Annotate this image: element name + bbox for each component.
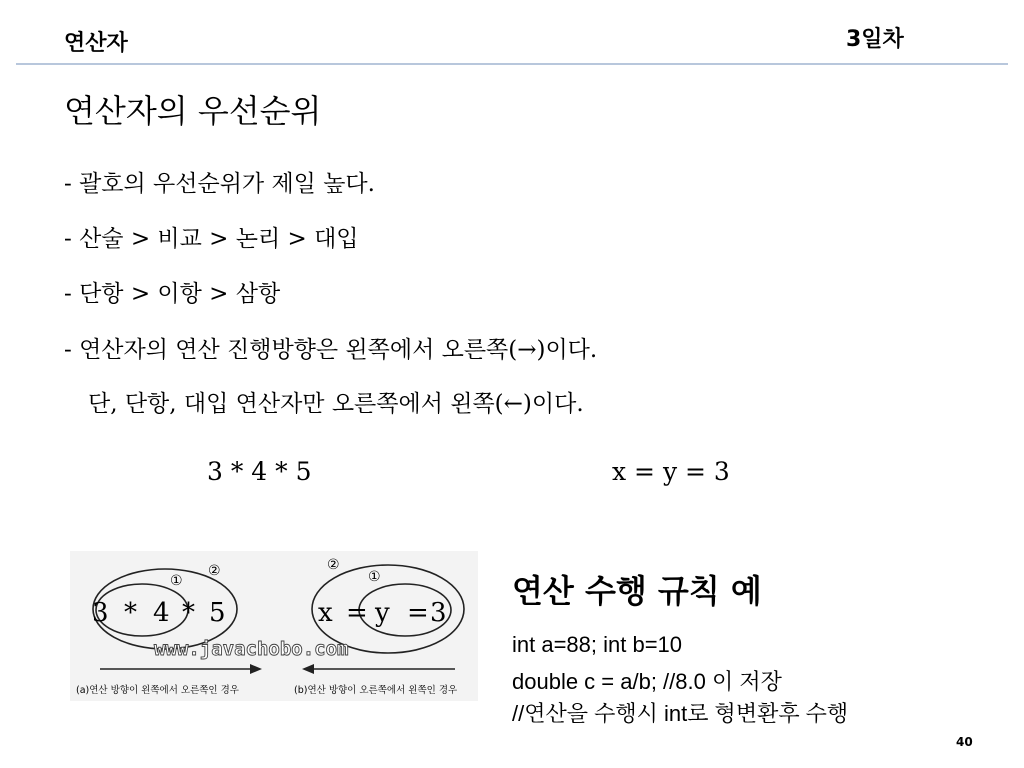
caption-right: (b)연산 방향이 오른쪽에서 왼쪽인 경우	[294, 685, 458, 696]
page-title: 연산자의 우선순위	[64, 92, 322, 130]
left-expr-token: 5	[209, 598, 226, 628]
bullet-2: - 산술 > 비교 > 논리 > 대입	[64, 226, 359, 252]
right-expr-token: =	[407, 598, 429, 628]
right-expr-token: 3	[430, 598, 447, 628]
left-expr-token: 4	[153, 598, 170, 628]
order-marker-2-right: ②	[327, 557, 340, 573]
example-title: 연산 수행 규칙 예	[512, 572, 762, 610]
operator-direction-figure	[70, 551, 478, 701]
example-line-2: double c = a/b; //8.0 이 저장	[512, 669, 782, 694]
header-title: 연산자	[64, 31, 128, 56]
left-expr-token: *	[182, 598, 195, 628]
header-divider	[16, 63, 1008, 65]
order-marker-1-left: ①	[170, 573, 183, 589]
bullet-1: - 괄호의 우선순위가 제일 높다.	[64, 171, 375, 197]
example-line-1: int a=88; int b=10	[512, 632, 683, 657]
arrow-left-icon	[302, 664, 314, 674]
order-marker-1-right: ①	[368, 569, 381, 585]
bullet-4: - 연산자의 연산 진행방향은 왼쪽에서 오른쪽(→)이다.	[64, 337, 598, 363]
arrow-right-icon	[250, 664, 262, 674]
example-line-3: //연산을 수행시 int로 형변환후 수행	[512, 701, 849, 726]
left-expr-token: 3	[92, 598, 109, 628]
right-expr-token: x	[318, 598, 333, 628]
right-expr-token: y	[375, 598, 390, 628]
left-expr-token: *	[124, 598, 137, 628]
page-number: 40	[956, 735, 973, 749]
inner-ellipse-left	[96, 584, 188, 636]
expression-right: x = y = 3	[612, 457, 730, 486]
expression-left: 3 * 4 * 5	[207, 457, 312, 486]
order-marker-2-left: ②	[208, 563, 221, 579]
bullet-4-note: 단, 단항, 대입 연산자만 오른쪽에서 왼쪽(←)이다.	[88, 391, 584, 417]
watermark-text: www.javachobo.com	[154, 638, 349, 660]
direction-diagram	[70, 551, 478, 701]
right-expr-token: =	[346, 598, 368, 628]
header-day-label: 3일차	[846, 27, 904, 52]
caption-left: (a)연산 방향이 왼쪽에서 오른쪽인 경우	[76, 685, 239, 696]
bullet-3: - 단항 > 이항 > 삼항	[64, 281, 281, 307]
